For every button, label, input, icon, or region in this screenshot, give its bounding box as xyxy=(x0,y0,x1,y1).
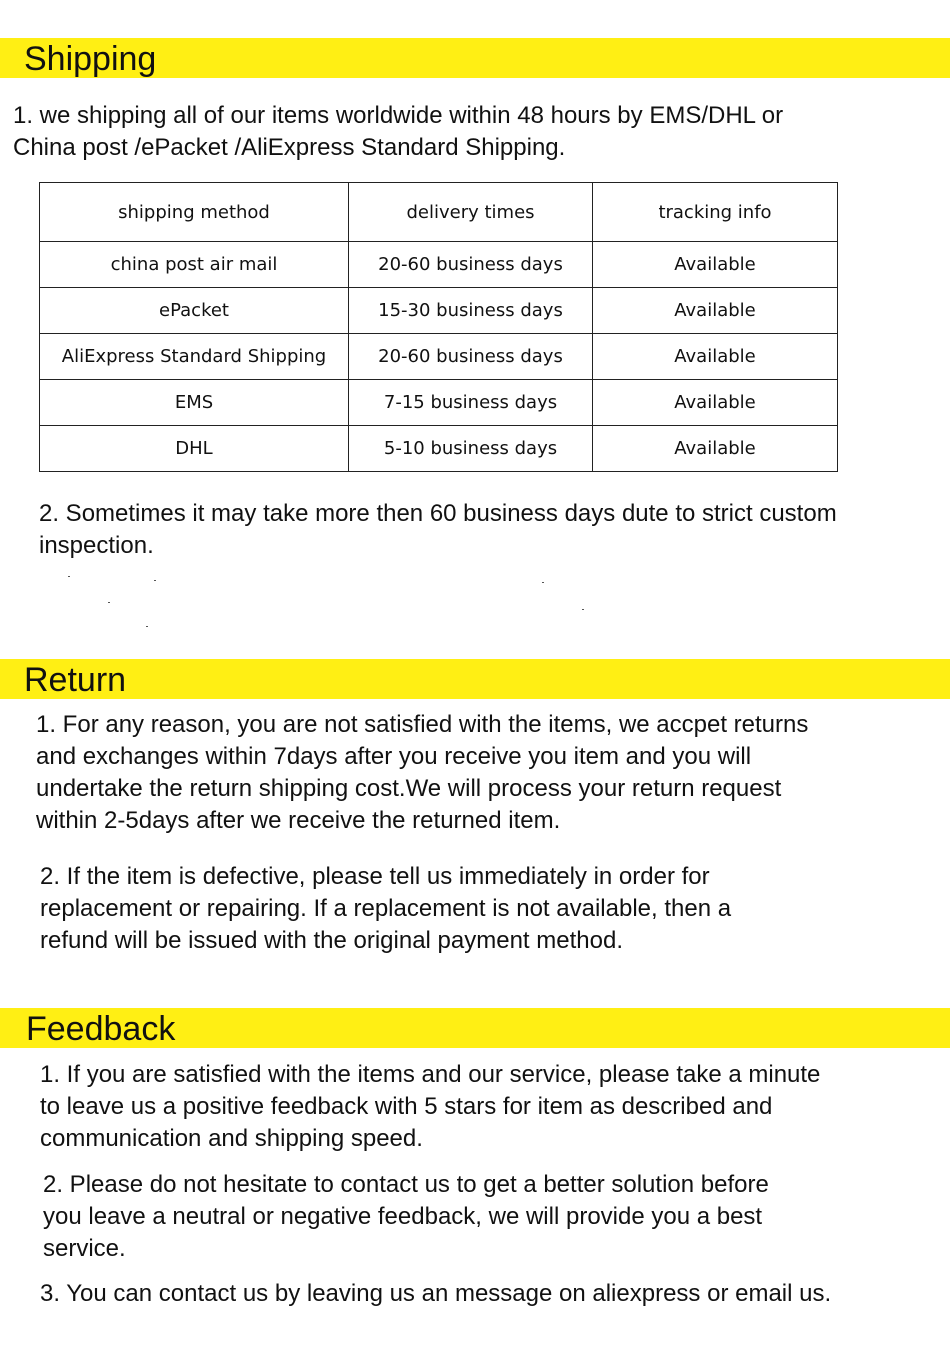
artifact-speck xyxy=(154,580,156,581)
table-row xyxy=(40,426,838,472)
shipping-title: Shipping xyxy=(24,40,157,78)
table-cell: DHL xyxy=(40,426,349,472)
shipping-note: 2. Sometimes it may take more then 60 business days dute to strict custom inspection. xyxy=(39,500,837,559)
artifact-speck xyxy=(582,609,584,610)
table-cell: 5-10 business days xyxy=(349,426,593,472)
table-cell: 20-60 business days xyxy=(349,334,593,380)
table-row xyxy=(40,242,838,288)
table-cell: EMS xyxy=(40,380,349,426)
column-header: delivery times xyxy=(349,183,593,242)
column-header: shipping method xyxy=(40,183,349,242)
table-header-row xyxy=(40,183,838,242)
return-header-band xyxy=(0,659,950,699)
return-paragraph-1: 1. For any reason, you are not satisfied with the items, we accpet returns and exchanges within 7days after you receive you item and you will undertake the return shipping cost.We will process your return request within 2-5days after we receive the returned item. xyxy=(36,711,809,834)
feedback-header-band xyxy=(0,1008,950,1048)
feedback-paragraph-1: 1. If you are satisfied with the items and our service, please take a minute to leave us a positive feedback with 5 stars for item as described and communication and shipping speed. xyxy=(40,1061,821,1152)
feedback-title: Feedback xyxy=(26,1010,176,1048)
table-cell: Available xyxy=(593,426,838,472)
table-cell: ePacket xyxy=(40,288,349,334)
artifact-speck xyxy=(542,582,544,583)
column-header: tracking info xyxy=(593,183,838,242)
feedback-paragraph-2: 2. Please do not hesitate to contact us to get a better solution before you leave a neutral or negative feedback, we will provide you a best service. xyxy=(43,1171,769,1262)
return-paragraph-2: 2. If the item is defective, please tell us immediately in order for replacement or repairing. If a replacement is not available, then a refund will be issued with the original payment method. xyxy=(40,863,732,954)
table-cell: Available xyxy=(593,380,838,426)
return-title: Return xyxy=(24,661,127,699)
feedback-paragraph-3: 3. You can contact us by leaving us an message on aliexpress or email us. xyxy=(40,1280,832,1307)
shipping-header-band xyxy=(0,38,950,78)
table-cell: 20-60 business days xyxy=(349,242,593,288)
artifact-speck xyxy=(146,626,148,627)
table-row xyxy=(40,334,838,380)
table-cell: 7-15 business days xyxy=(349,380,593,426)
shipping-intro: 1. we shipping all of our items worldwide within 48 hours by EMS/DHL or China post /ePacket /AliExpress Standard Shipping. xyxy=(13,102,784,161)
table-cell: Available xyxy=(593,334,838,380)
table-cell: 15-30 business days xyxy=(349,288,593,334)
table-cell: AliExpress Standard Shipping xyxy=(40,334,349,380)
table-cell: china post air mail xyxy=(40,242,349,288)
table-cell: Available xyxy=(593,242,838,288)
artifact-speck xyxy=(68,576,70,577)
table-cell: Available xyxy=(593,288,838,334)
table-row xyxy=(40,380,838,426)
table-row xyxy=(40,288,838,334)
artifact-speck xyxy=(108,602,110,603)
shipping-table xyxy=(39,182,838,472)
